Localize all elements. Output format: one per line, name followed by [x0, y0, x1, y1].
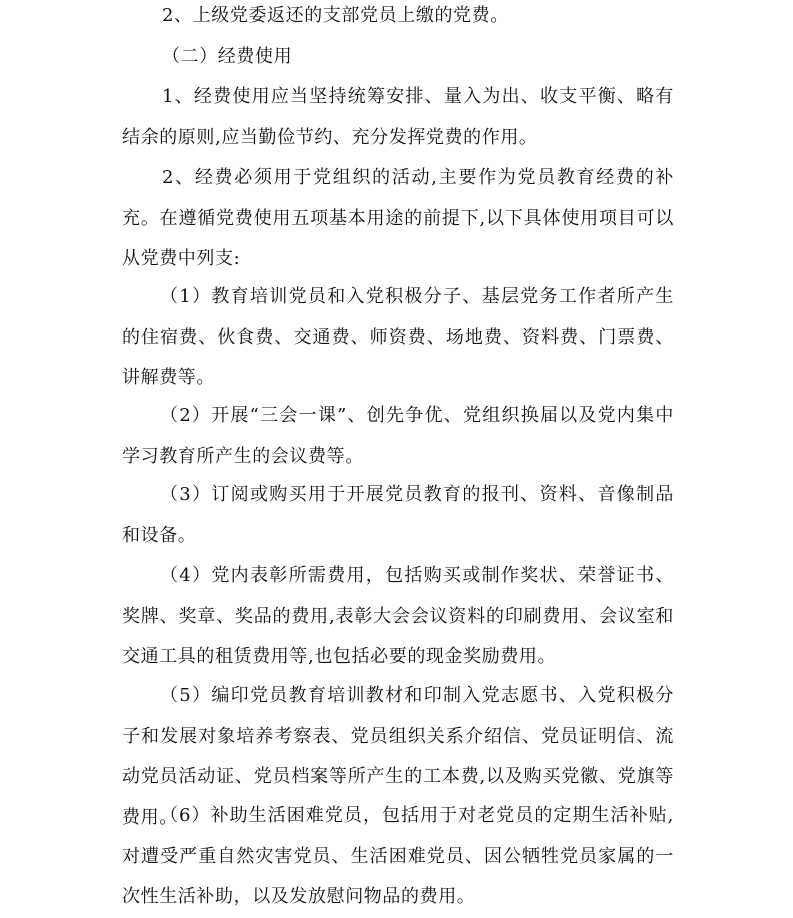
section-heading-fund-usage: （二）经费使用: [162, 46, 293, 67]
list-item-5-printing: （5）编印党员教育培训教材和印制入党志愿书、入党积极分子和发展对象培养考察表、党员组织关系介绍信、党员证明信、流动党员活动证、党员档案等所产生的工本费,以及购买党徽、党旗等费用。: [122, 685, 674, 828]
list-item-2-meetings: （2）开展“三会一课”、创先争优、党组织换届以及党内集中学习教育所产生的会议费等。: [122, 405, 674, 467]
paragraph-refund-source: 2、上级党委返还的支部党员上缴的党费。: [162, 5, 509, 26]
list-item-4-commendation: （4）党内表彰所需费用，包括购买或制作奖状、荣誉证书、奖牌、奖章、奖品的费用,表彰大会会议资料的印刷费用、会议室和交通工具的租赁费用等,也包括必要的现金奖励费用。: [122, 565, 674, 668]
list-item-1-training: （1）教育培训党员和入党积极分子、基层党务工作者所产生的住宿费、伙食费、交通费、师资费、场地费、资料费、门票费、讲解费等。: [122, 286, 674, 389]
list-item-3-materials: （3）订阅或购买用于开展党员教育的报刊、资料、音像制品和设备。: [122, 484, 674, 546]
paragraph-usage-principle: 1、经费使用应当坚持统筹安排、量入为出、收支平衡、略有结余的原则,应当勤俭节约、充分发挥党费的作用。: [122, 86, 674, 148]
paragraph-usage-scope: 2、经费必须用于党组织的活动,主要作为党员教育经费的补充。在遵循党费使用五项基本用途的前提下,以下具体使用项目可以从党费中列支:: [122, 167, 674, 270]
list-item-6-subsidy: （6）补助生活困难党员，包括用于对老党员的定期生活补贴,对遭受严重自然灾害党员、生活困难党员、因公牺牲党员家属的一次性生活补助，以及发放慰问物品的费用。: [122, 805, 674, 908]
